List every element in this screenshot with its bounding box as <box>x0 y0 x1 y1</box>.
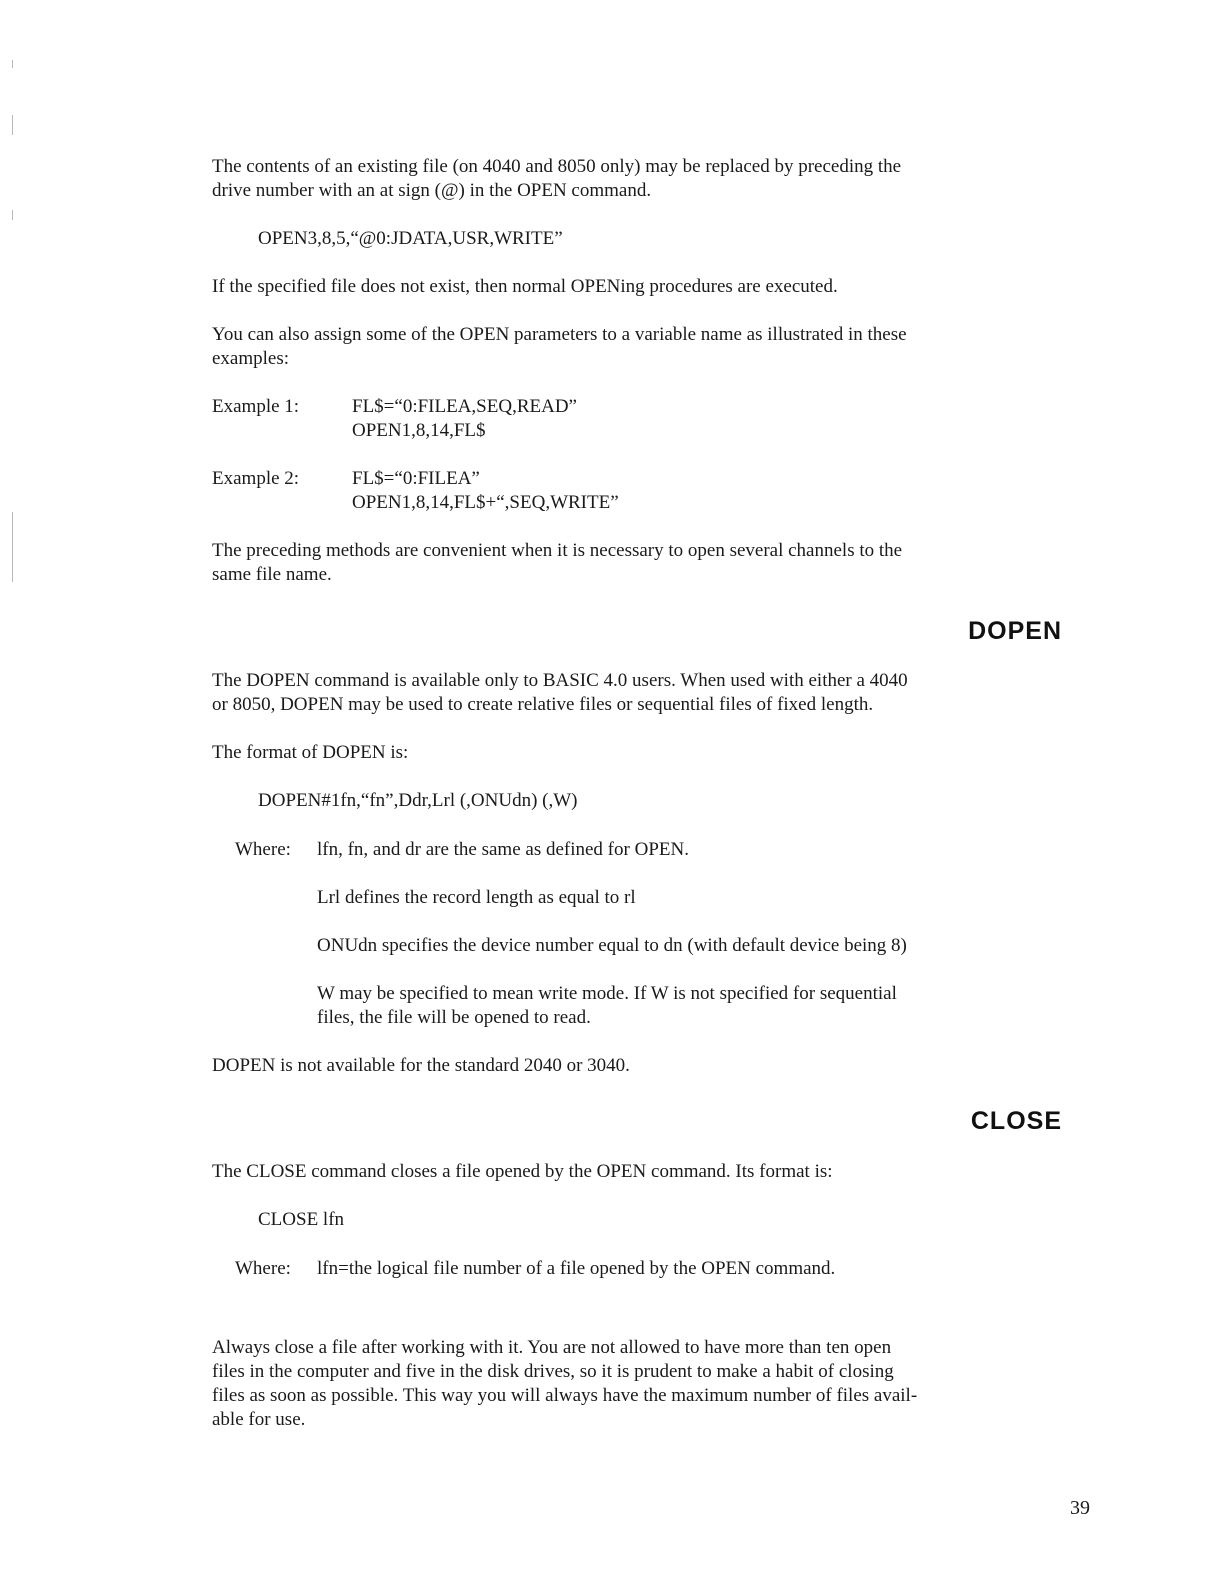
scan-mark <box>12 210 13 220</box>
section-heading-dopen: DOPEN <box>968 617 1062 645</box>
page-number: 39 <box>1070 1497 1090 1519</box>
definition-line: Lrl defines the record length as equal to rl <box>317 887 636 908</box>
paragraph-line: Always close a file after working with it. You are not allowed to have more than ten open <box>212 1337 892 1358</box>
paragraph-line: or 8050, DOPEN may be used to create relative files or sequential files of fixed length. <box>212 694 874 715</box>
paragraph-line: files in the computer and five in the disk drives, so it is prudent to make a habit of closing <box>212 1361 894 1382</box>
paragraph-line: If the specified file does not exist, then normal OPENing procedures are executed. <box>212 276 838 297</box>
definition-line: lfn, fn, and dr are the same as defined for OPEN. <box>317 839 689 860</box>
scan-mark <box>12 60 13 68</box>
example-code-line: FL$=“0:FILEA,SEQ,READ” <box>352 396 577 417</box>
example-label: Example 2: <box>212 468 300 489</box>
paragraph-line: files as soon as possible. This way you will always have the maximum number of files avail- <box>212 1385 918 1406</box>
definition-line: files, the file will be opened to read. <box>317 1007 591 1028</box>
definition-line: W may be specified to mean write mode. If W is not specified for sequential <box>317 983 897 1004</box>
where-label: Where: <box>235 1258 291 1279</box>
where-label: Where: <box>235 839 291 860</box>
scan-mark <box>12 115 13 135</box>
paragraph-line: DOPEN is not available for the standard 2040 or 3040. <box>212 1055 630 1076</box>
paragraph-line: The contents of an existing file (on 4040 and 8050 only) may be replaced by preceding the <box>212 156 902 177</box>
scan-mark <box>12 512 13 582</box>
paragraph-line: examples: <box>212 348 290 369</box>
section-heading-close: CLOSE <box>970 1107 1062 1135</box>
paragraph-line: The preceding methods are convenient when it is necessary to open several channels to the <box>212 540 903 561</box>
example-code-line: OPEN1,8,14,FL$ <box>352 420 486 441</box>
definition-line: lfn=the logical file number of a file opened by the OPEN command. <box>317 1258 836 1279</box>
code-example: DOPEN#1fn,“fn”,Ddr,Lrl (,ONUdn) (,W) <box>258 790 578 811</box>
code-example: CLOSE lfn <box>258 1209 345 1230</box>
example-code-line: FL$=“0:FILEA” <box>352 468 480 489</box>
example-code-line: OPEN1,8,14,FL$+“,SEQ,WRITE” <box>352 492 619 513</box>
paragraph-line: able for use. <box>212 1409 306 1430</box>
definition-line: ONUdn specifies the device number equal to dn (with default device being 8) <box>317 935 907 956</box>
paragraph-line: drive number with an at sign (@) in the OPEN command. <box>212 180 652 201</box>
paragraph-line: You can also assign some of the OPEN parameters to a variable name as illustrated in these <box>212 324 907 345</box>
code-example: OPEN3,8,5,“@0:JDATA,USR,WRITE” <box>258 228 563 249</box>
paragraph-line: The DOPEN command is available only to BASIC 4.0 users. When used with either a 4040 <box>212 670 908 691</box>
paragraph-line: same file name. <box>212 564 332 585</box>
paragraph-line: The CLOSE command closes a file opened by the OPEN command. Its format is: <box>212 1161 833 1182</box>
example-label: Example 1: <box>212 396 300 417</box>
paragraph-line: The format of DOPEN is: <box>212 742 409 763</box>
